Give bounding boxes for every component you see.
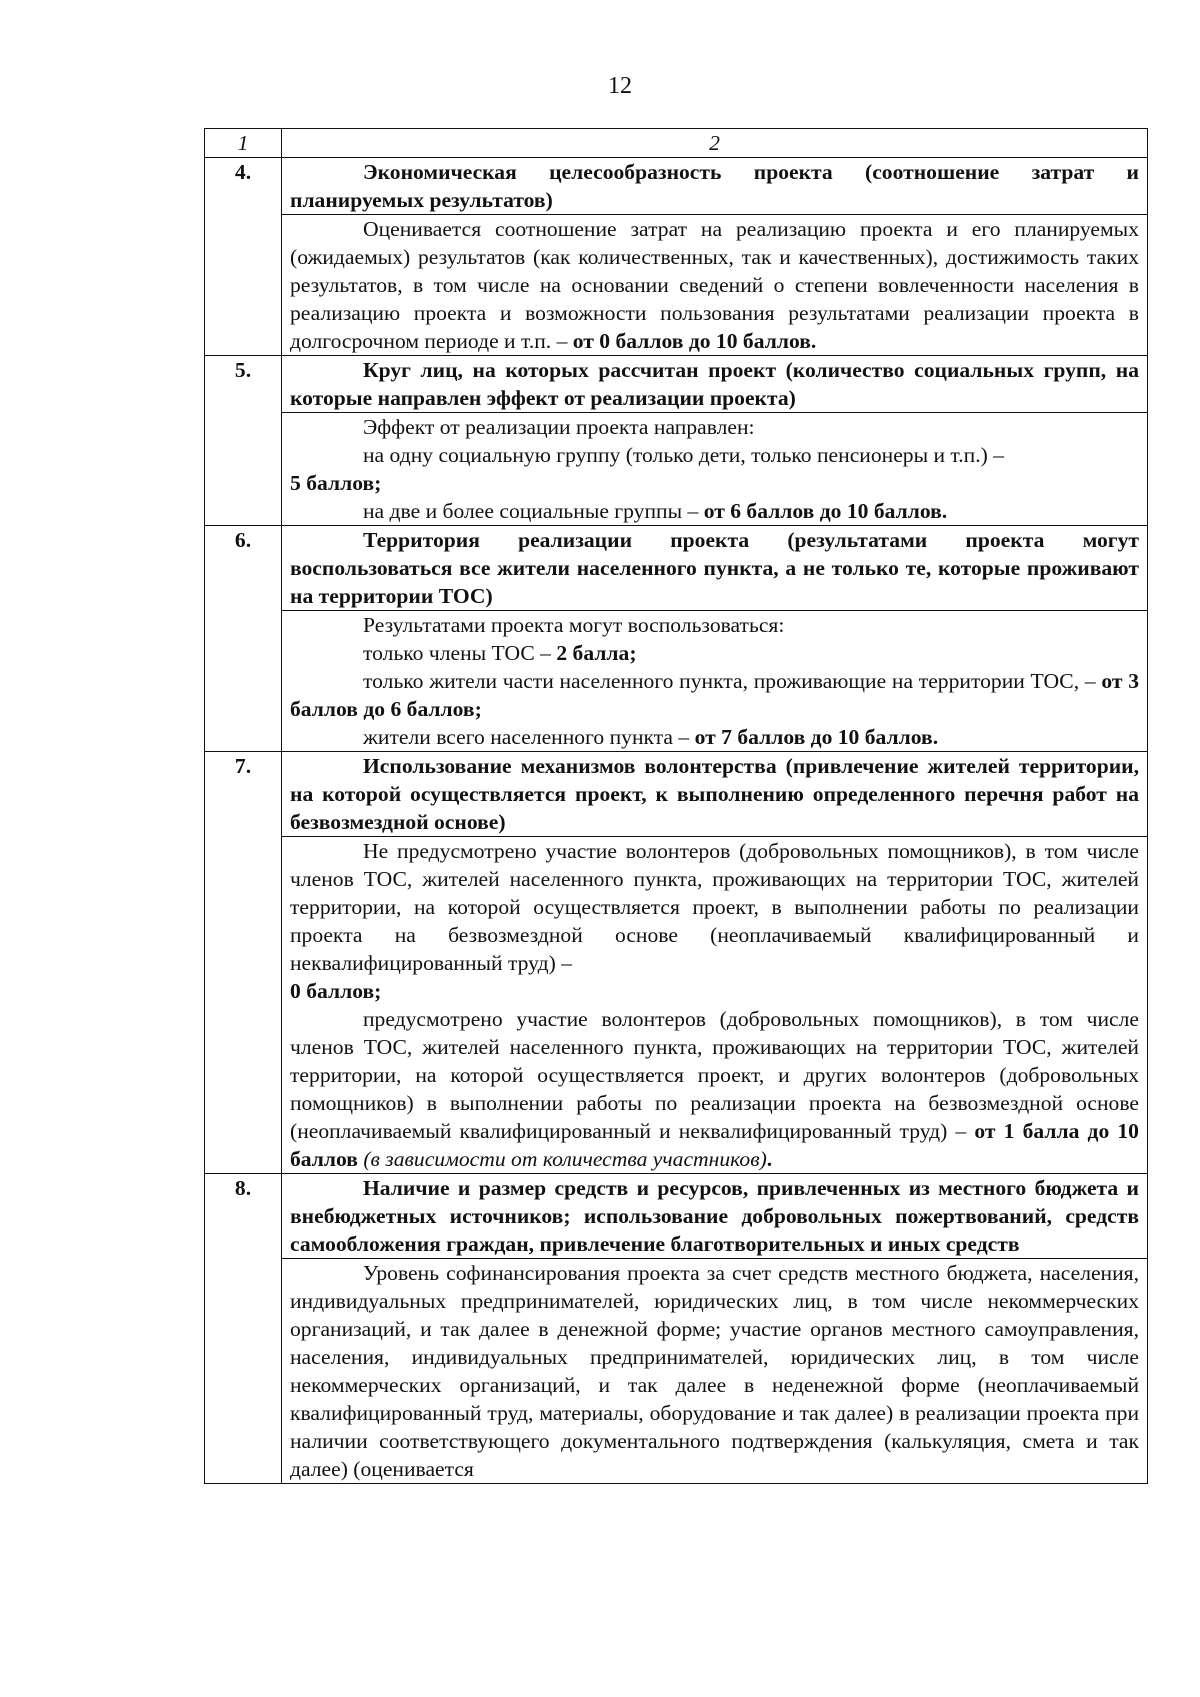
criterion-title: Наличие и размер средств и ресурсов, привлеченных из местного бюджета и внебюджетных источников; использование добровольных пожертвований, средств самообложения граждан, привлечение благотворительных и иных средств (282, 1174, 1148, 1259)
text: только жители части населенного пункта, проживающие на территории ТОС, – (363, 669, 1096, 693)
text: предусмотрено участие волонтеров (добровольных помощников), в том числе членов ТОС, жителей населенного пункта, проживающих на территории ТОС, жителей территории, на которой осуществляется проект, и других волонтеров (добровольных помощников) в выполнении работы по реализации проекта на безвозмездной основе (неоплачиваемый квалифицированный и неквалифицированный труд) – (290, 1007, 1139, 1143)
paragraph (290, 667, 1139, 723)
criterion-title-row (205, 526, 1148, 611)
criterion-body (282, 413, 1148, 526)
header-col-1: 1 (205, 129, 282, 158)
score-text: от 3 баллов до 6 баллов; (290, 669, 1139, 721)
criterion-body (282, 611, 1148, 752)
score-text: 5 баллов; (290, 471, 382, 495)
criterion-title-row (205, 1174, 1148, 1259)
criterion-title: Территория реализации проекта (результатами проекта могут воспользоваться все жители населенного пункта, а не только те, которые проживают на территории ТОС) (282, 526, 1148, 611)
criterion-body-row (205, 1259, 1148, 1484)
text: только члены ТОС – (363, 641, 551, 665)
criterion-body (282, 215, 1148, 356)
paragraph: Эффект от реализации проекта направлен: (363, 415, 755, 439)
criterion-title: Круг лиц, на которых рассчитан проект (количество социальных групп, на которые направлен эффект от реализации проекта) (282, 356, 1148, 413)
criterion-number: 8. (205, 1174, 282, 1484)
score-text: 2 балла; (550, 641, 637, 665)
criterion-number: 4. (205, 158, 282, 356)
table-header-row (205, 129, 1148, 158)
score-text: от 1 балла до 10 баллов (290, 1119, 1139, 1171)
score-text: от 7 баллов до 10 баллов. (689, 725, 939, 749)
paragraph: Уровень софинансирования проекта за счет средств местного бюджета, населения, индивидуальных предпринимателей, юридических лиц, в том числе некоммерческих организаций, и так далее в денежной форме; участие органов местного самоуправления, населения, индивидуальных предпринимателей, юридических лиц, в том числе некоммерческих организаций, и так далее в неденежной форме (неоплачиваемый квалифицированный труд, материалы, оборудование и так далее) в реализации проекта при наличии соответствующего документального подтверждения (калькуляция, смета и так далее) (оценивается (290, 1261, 1139, 1481)
score-text: 0 баллов; (290, 979, 382, 1003)
criterion-number: 7. (205, 752, 282, 1174)
criterion-number: 5. (205, 356, 282, 526)
criterion-title-row (205, 752, 1148, 837)
text: . (766, 1147, 773, 1171)
criterion-body (282, 837, 1148, 1174)
criterion-body-row (205, 215, 1148, 356)
criterion-title-row (205, 158, 1148, 215)
criterion-body (282, 1259, 1148, 1484)
text: жители всего населенного пункта – (363, 725, 690, 749)
criteria-table (204, 128, 1148, 1484)
criterion-body-row (205, 611, 1148, 752)
paragraph (290, 723, 1139, 751)
page-number: 12 (608, 73, 632, 99)
paragraph: Результатами проекта могут воспользоваться: (363, 613, 785, 637)
paragraph (290, 497, 1139, 525)
paragraph (290, 441, 1139, 469)
paragraph (290, 1005, 1139, 1173)
score-text: от 0 баллов до 10 баллов. (567, 329, 817, 353)
criterion-number: 6. (205, 526, 282, 752)
criterion-title-row (205, 356, 1148, 413)
note-text: (в зависимости от количества участников) (357, 1147, 767, 1171)
text: на одну социальную группу (только дети, только пенсионеры и т.п.) – (363, 443, 1004, 467)
paragraph: Не предусмотрено участие волонтеров (добровольных помощников), в том числе членов ТОС, жителей населенного пункта, проживающих на территории ТОС, жителей территории, на которой осуществляется проект, в выполнении работы по реализации проекта на безвозмездной основе (неоплачиваемый квалифицированный и неквалифицированный труд) – (290, 839, 1139, 975)
criterion-body-row (205, 837, 1148, 1174)
header-col-2: 2 (282, 129, 1148, 158)
score-text: от 6 баллов до 10 баллов. (698, 499, 948, 523)
paragraph (290, 215, 1139, 355)
text: Оценивается соотношение затрат на реализацию проекта и его планируемых (ожидаемых) результатов (как количественных, так и качественных), достижимость таких результатов, в том числе на основании сведений о степени вовлеченности населения в реализацию проекта и возможности пользования результатами реализации проекта в долгосрочном периоде и т.п. – (290, 217, 1139, 353)
criterion-body-row (205, 413, 1148, 526)
criterion-title: Экономическая целесообразность проекта (соотношение затрат и планируемых результатов) (282, 158, 1148, 215)
text: на две и более социальные группы – (363, 499, 699, 523)
criterion-title: Использование механизмов волонтерства (привлечение жителей территории, на которой осуществляется проект, к выполнению определенного перечня работ на безвозмездной основе) (282, 752, 1148, 837)
paragraph (290, 639, 1139, 667)
